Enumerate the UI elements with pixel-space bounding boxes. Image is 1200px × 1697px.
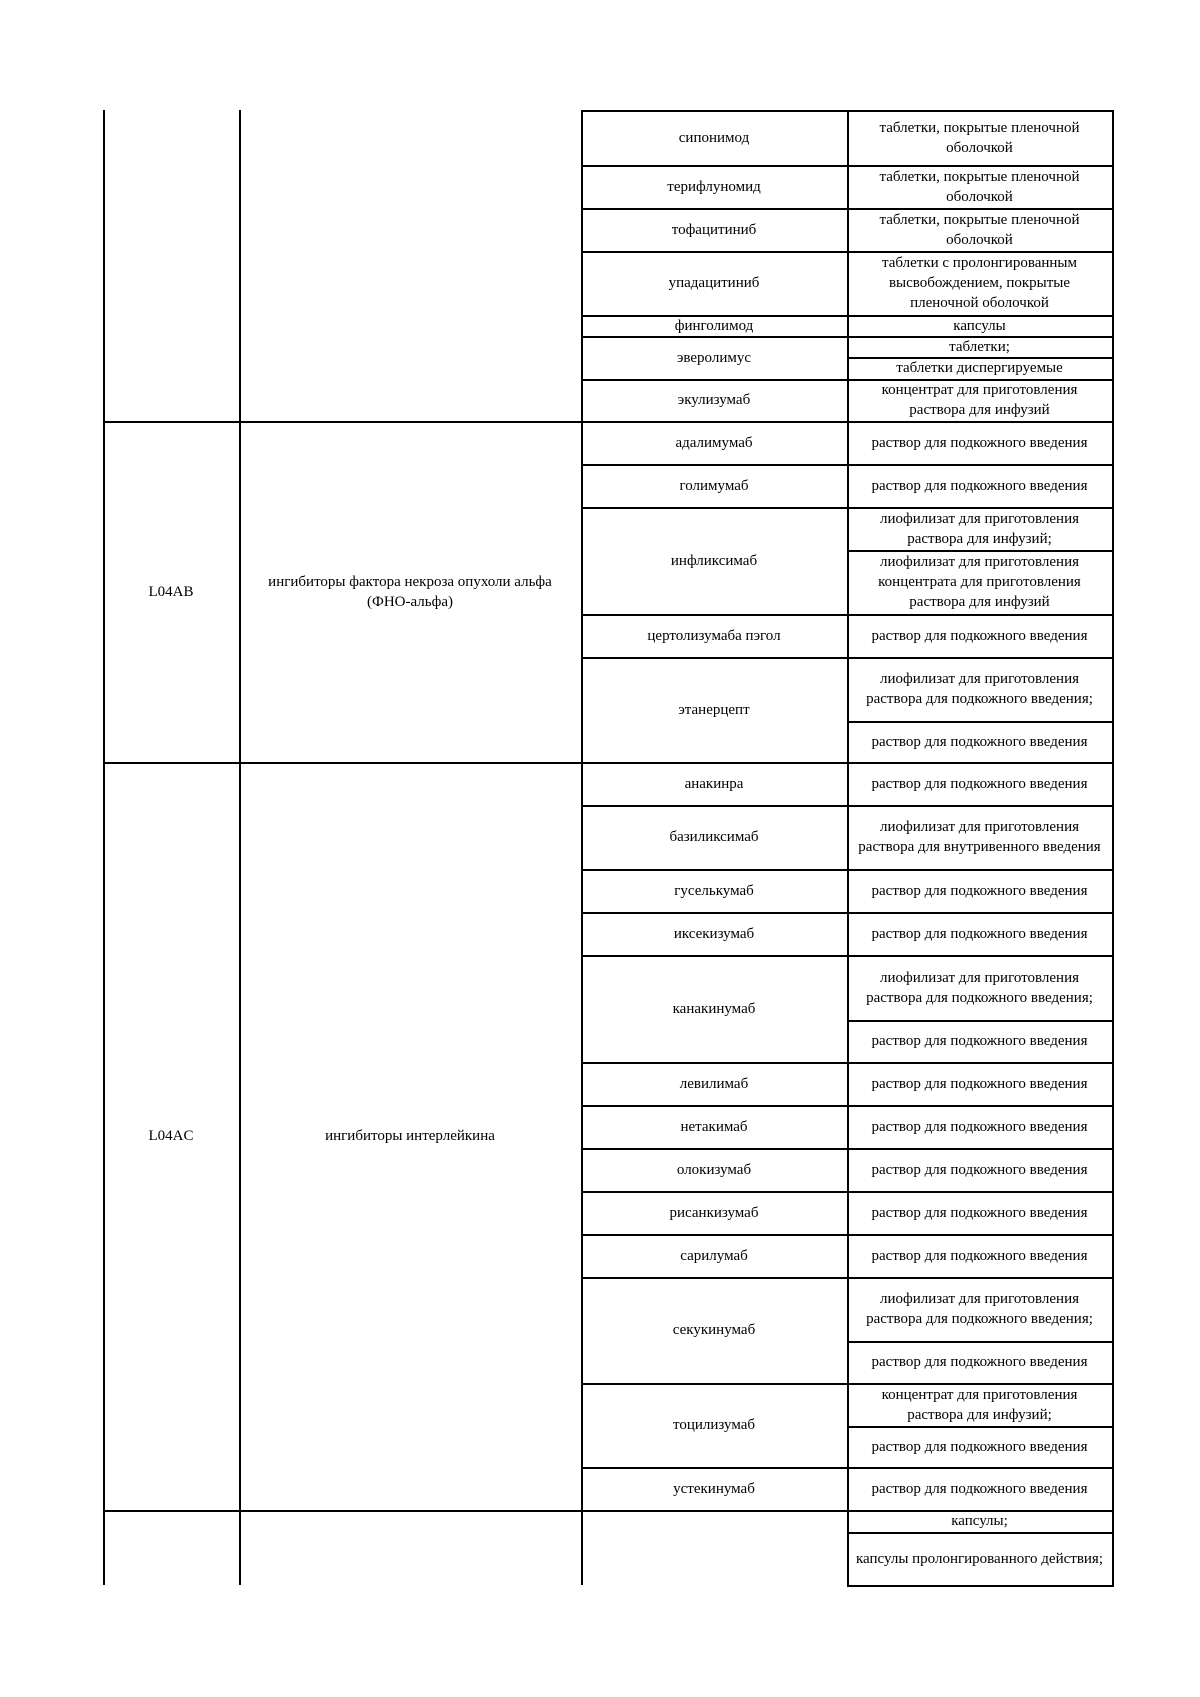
drug-name: нетакимаб [680,1118,748,1135]
group-code: L04AC [148,1128,194,1144]
drug-name: иксекизумаб [673,925,755,942]
table-vline [1112,110,1114,1587]
drug-name: финголимод [674,317,754,334]
drug-name: инфликсимаб [670,552,758,569]
dosage-form: раствор для подкожного введения [871,1118,1088,1135]
dosage-form: раствор для подкожного введения [871,775,1088,792]
dosage-form: раствор для подкожного введения [871,1161,1088,1178]
drug-name: этанерцепт [678,701,750,718]
dosage-form: раствор для подкожного введения [871,477,1088,494]
drug-name: цертолизумаба пэгол [647,627,781,644]
group-code: L04AB [148,583,194,600]
dosage-form: лиофилизат для приготовления концентрата для приготовления раствора для инфузий [878,554,1081,610]
drug-name: устекинумаб [673,1480,755,1497]
drug-name: канакинумаб [672,1000,756,1017]
dosage-form: раствор для подкожного введения [871,733,1088,750]
drug-name: голимумаб [679,477,749,494]
drug-name: олокизумаб [676,1161,752,1178]
dosage-form: капсулы [953,317,1006,334]
dosage-form: концентрат для приготовления раствора для инфузий; [881,1386,1078,1423]
drug-name: секукинумаб [672,1322,756,1338]
dosage-form: раствор для подкожного введения [871,627,1088,644]
dosage-form: таблетки; [949,338,1010,355]
dosage-form: раствор для подкожного введения [871,1480,1088,1497]
dosage-form: раствор для подкожного введения [871,1204,1088,1221]
drug-name: анакинра [684,775,744,792]
drug-name: упадацитиниб [668,275,760,291]
group-name [239,1510,581,1585]
dosage-form: лиофилизат для приготовления раствора для внутривенного введения [858,819,1101,855]
drug-name: базиликсимаб [669,829,759,845]
dosage-form: раствор для подкожного введения [871,1075,1088,1092]
drug-name [581,1510,847,1585]
drug-name: адалимумаб [675,434,753,451]
drug-name: эверолимус [676,349,752,366]
drug-name: сарилумаб [680,1247,748,1264]
dosage-form: таблетки диспергируемые [896,360,1063,376]
dosage-form: раствор для подкожного введения [871,1033,1088,1049]
drug-name: рисанкизумаб [669,1204,759,1221]
drug-name: терифлуномид [667,178,761,195]
dosage-form: раствор для подкожного введения [871,925,1088,942]
group-code [103,1510,239,1585]
dosage-form: капсулы; [951,1513,1008,1529]
table-hline [847,1585,1114,1587]
dosage-form: раствор для подкожного введения [871,882,1088,899]
dosage-form: таблетки, покрытые пленочной оболочкой [879,168,1080,205]
group-name [239,110,581,421]
drug-name: тофацитиниб [671,221,757,238]
dosage-form: лиофилизат для приготовления раствора для подкожного введения; [866,671,1093,707]
drug-name: тоцилизумаб [672,1417,756,1433]
drug-name: сипонимод [678,129,750,146]
group-code [103,110,239,421]
dosage-form: концентрат для приготовления раствора для инфузий [881,382,1078,418]
group-name: ингибиторы интерлейкина [325,1128,495,1144]
dosage-form: лиофилизат для приготовления раствора для подкожного введения; [866,1291,1093,1327]
dosage-form: лиофилизат для приготовления раствора для инфузий; [879,510,1079,547]
dosage-form: таблетки, покрытые пленочной оболочкой [879,211,1080,248]
drug-name: гуселькумаб [674,882,754,899]
dosage-form: раствор для подкожного введения [871,434,1088,451]
dosage-form: таблетки, покрытые пленочной оболочкой [879,119,1080,156]
drug-name: левилимаб [679,1075,749,1092]
dosage-form: капсулы пролонгированного действия; [855,1550,1104,1567]
drug-name: экулизумаб [677,392,751,408]
group-name: ингибиторы фактора некроза опухоли альфа (ФНО-альфа) [268,573,552,610]
dosage-form: раствор для подкожного введения [871,1247,1088,1264]
dosage-form: лиофилизат для приготовления раствора для подкожного введения; [866,969,1093,1006]
dosage-form: раствор для подкожного введения [871,1438,1088,1455]
dosage-form: таблетки с пролонгированным высвобождением, покрытые пленочной оболочкой [881,255,1077,311]
dosage-form: раствор для подкожного введения [871,1354,1088,1370]
